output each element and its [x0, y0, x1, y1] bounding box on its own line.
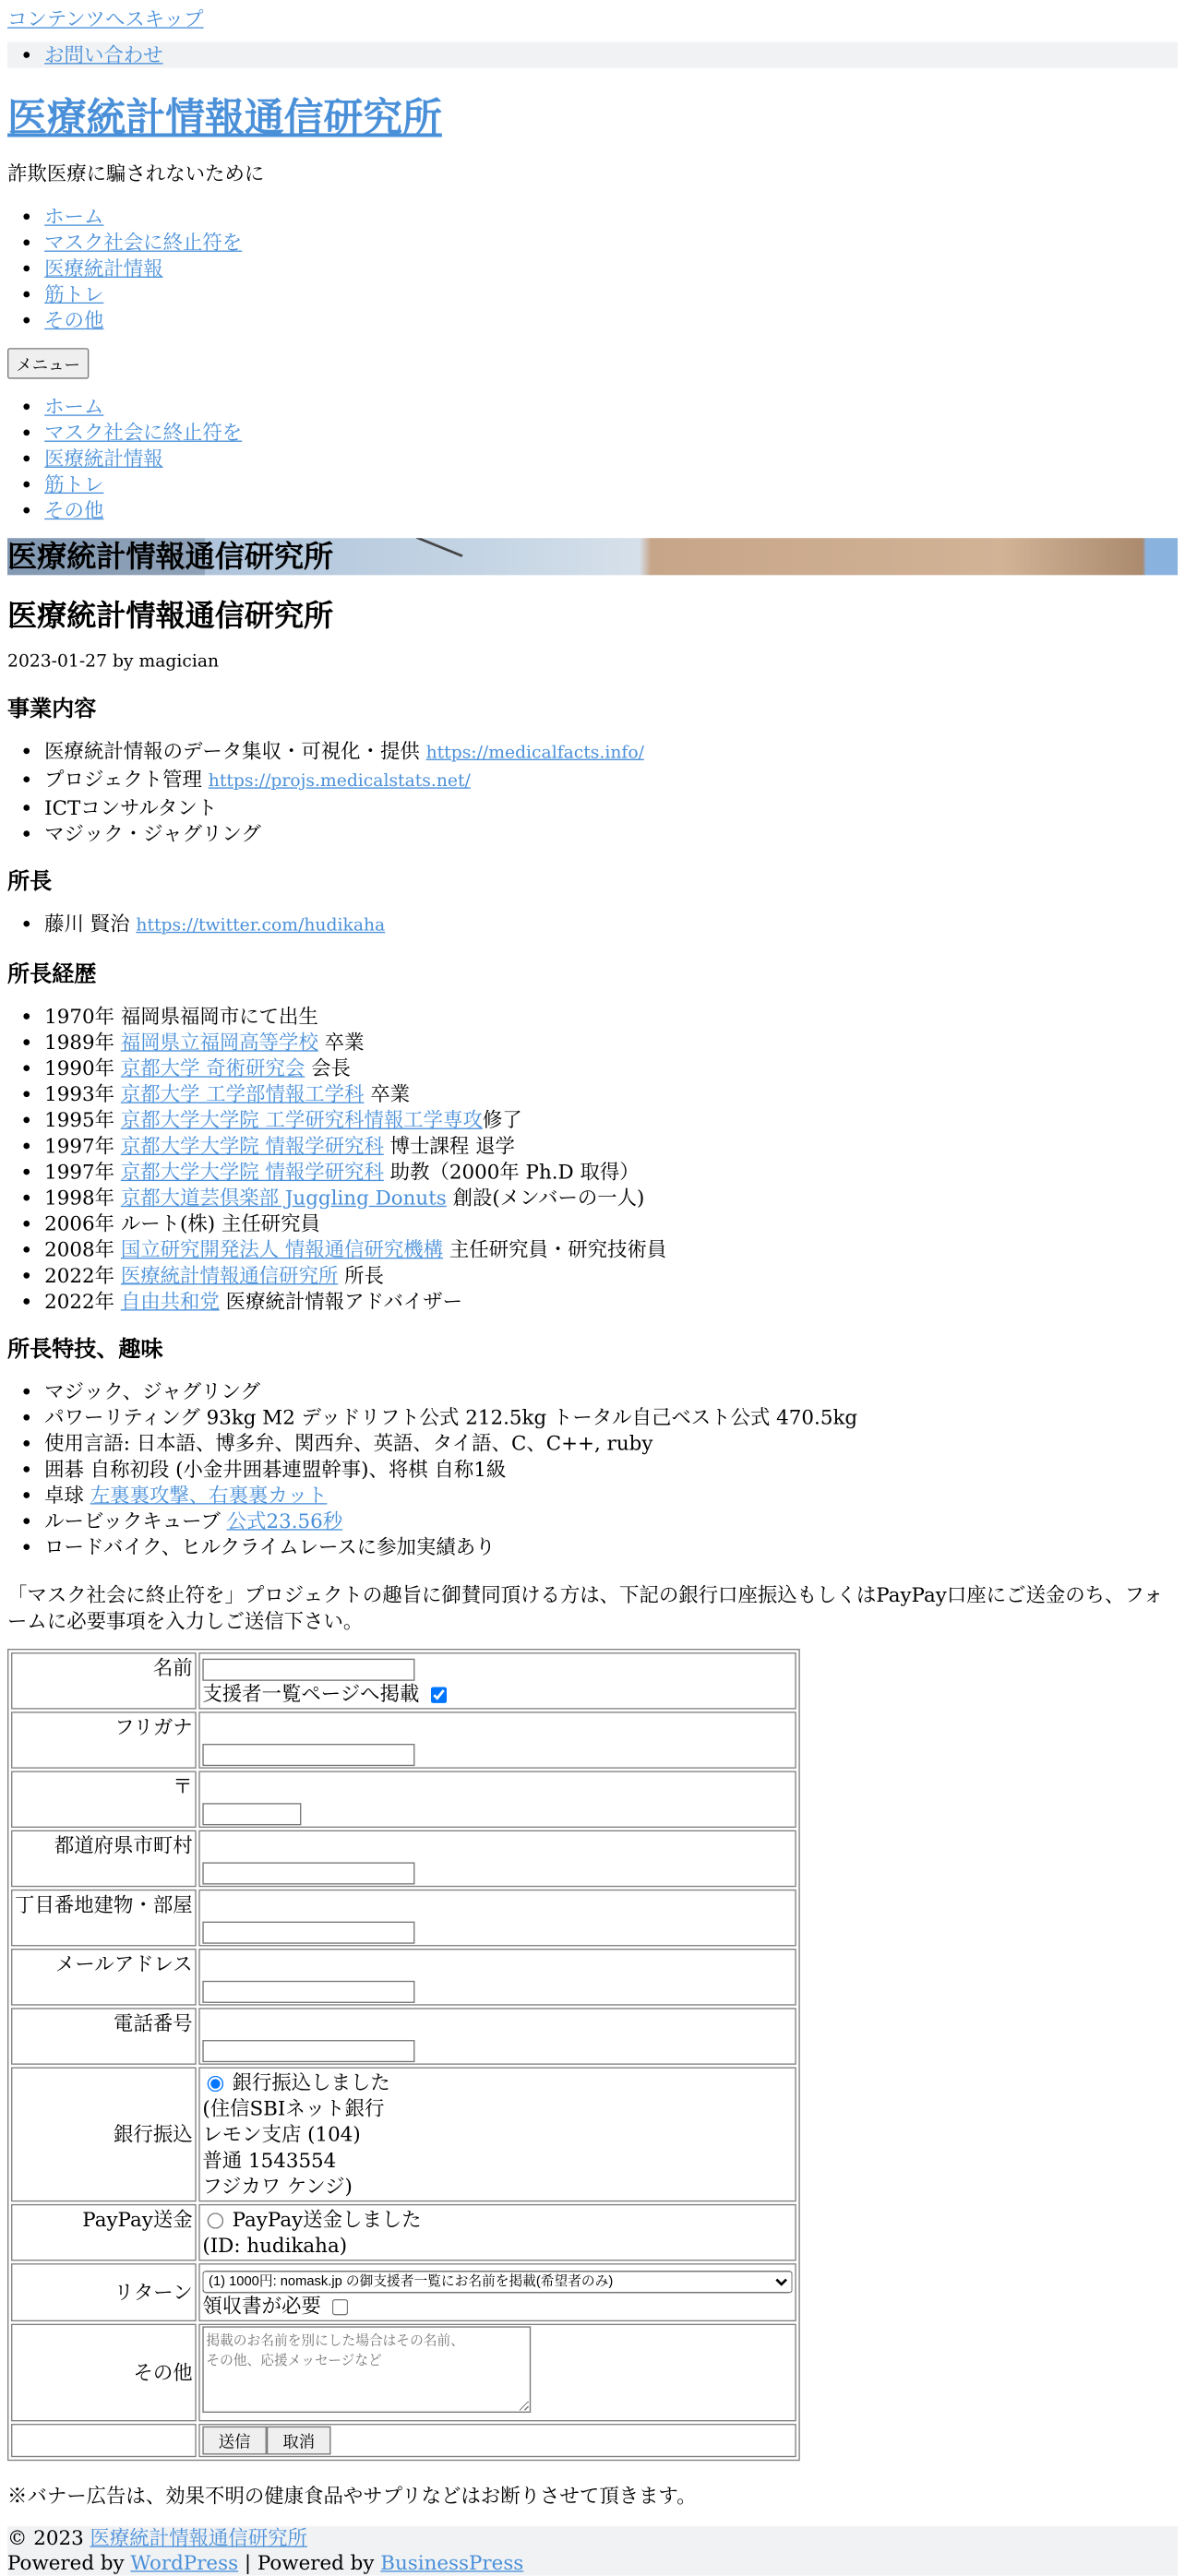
- submit-button[interactable]: 送信: [202, 2427, 267, 2455]
- header-image-title: 医療統計情報通信研究所: [7, 538, 334, 574]
- nav-item-other: [44, 307, 1178, 333]
- entry-title: 医療統計情報通信研究所: [7, 597, 334, 634]
- wordpress-link[interactable]: WordPress: [130, 2550, 239, 2575]
- zip-label: 〒: [11, 1771, 197, 1828]
- list-item-text: ロードバイク、ヒルクライムレースに参加実績あり: [44, 1534, 496, 1559]
- list-item: [44, 1236, 1178, 1262]
- list-item-text: 使用言語: 日本語、博多弁、関西弁、英語、タイ語、C、C++, ruby: [44, 1431, 653, 1456]
- mobile-nav-link-mask[interactable]: マスク社会に終止符を: [44, 421, 243, 445]
- publish-checkbox[interactable]: [431, 1687, 447, 1702]
- nav-link-medical[interactable]: 医療統計情報: [44, 256, 163, 280]
- businesspress-link[interactable]: BusinessPress: [380, 2550, 524, 2575]
- list-item: [44, 911, 1178, 939]
- list-item-text: マジック・ジャグリング: [44, 821, 261, 846]
- list-item: [44, 1185, 1178, 1210]
- bank-label: 銀行振込: [11, 2067, 197, 2201]
- mobile-nav-link-home[interactable]: ホーム: [44, 395, 104, 419]
- furigana-cell: [198, 1711, 796, 1769]
- mobile-nav: [7, 394, 1178, 523]
- top-menu-item-contact: [44, 42, 1178, 67]
- nav-link-home[interactable]: ホーム: [44, 205, 104, 229]
- entry-meta: 2023-01-27 by magician: [7, 651, 220, 672]
- list-item: [44, 1456, 1178, 1482]
- list-item-link[interactable]: 公式23.56秒: [226, 1509, 343, 1533]
- nav-link-training[interactable]: 筋トレ: [44, 282, 104, 306]
- footer: [7, 2526, 1178, 2576]
- menu-button[interactable]: メニュー: [7, 348, 89, 378]
- other-cell: [198, 2324, 796, 2422]
- form-row-zip: [11, 1771, 796, 1828]
- form-row-buttons: [11, 2424, 796, 2457]
- paypay-radio[interactable]: [208, 2212, 223, 2228]
- list-item-suffix: 修了: [482, 1108, 522, 1132]
- main-nav: [7, 204, 1178, 333]
- list-item-suffix: 会長: [305, 1055, 351, 1080]
- list-item: [44, 1081, 1178, 1107]
- list-item-text: 1993年: [44, 1082, 121, 1106]
- other-label: その他: [11, 2324, 197, 2422]
- list-item-suffix: 主任研究員・研究技術員: [443, 1237, 667, 1262]
- city-label: 都道府県市町村: [11, 1831, 197, 1888]
- return-label: リターン: [11, 2263, 197, 2321]
- list-item-suffix: 助教（2000年 Ph.D 取得）: [383, 1160, 640, 1184]
- site-title-link[interactable]: 医療統計情報通信研究所: [7, 93, 442, 141]
- name-cell: [198, 1652, 796, 1710]
- address-label: 丁目番地建物・部屋: [11, 1890, 197, 1947]
- paypay-id: (ID: hudikaha): [202, 2234, 348, 2258]
- list-item: [44, 1534, 1178, 1560]
- contact-link[interactable]: お問い合わせ: [44, 42, 163, 67]
- lead-text: 「マスク社会に終止符を」プロジェクトの趣旨に御賛同頂ける方は、下記の銀行口座振込もしくはPayPay口座にご送金のち、フォームに必要事項を入力しご送信下さい。: [7, 1583, 1164, 1633]
- bank-line: レモン支店 (104): [202, 2122, 361, 2147]
- director-heading: 所長: [7, 868, 53, 895]
- paypay-option-label: PayPay送金しました: [232, 2207, 422, 2232]
- banner-note: ※バナー広告は、効果不明の健康食品やサプリなどはお断りさせて頂きます。: [7, 2484, 697, 2509]
- form-row-return: [11, 2263, 796, 2321]
- list-item-link[interactable]: 国立研究開発法人 情報通信研究機構: [120, 1237, 444, 1262]
- entry-content: [0, 696, 1185, 2509]
- nav-link-mask[interactable]: マスク社会に終止符を: [44, 231, 243, 255]
- form-row-furigana: [11, 1711, 796, 1769]
- list-item-text: 1990年: [44, 1055, 121, 1080]
- form-row-other: [11, 2324, 796, 2422]
- name-input[interactable]: [202, 1658, 414, 1680]
- list-item-link[interactable]: 医療統計情報通信研究所: [120, 1263, 339, 1288]
- medicalfacts-link[interactable]: https://medicalfacts.info/: [425, 743, 644, 763]
- mobile-nav-item-medical: [44, 446, 1178, 471]
- furigana-input[interactable]: [202, 1743, 414, 1765]
- skip-link[interactable]: コンテンツへスキップ: [7, 7, 204, 31]
- list-item-text: ルービックキューブ: [44, 1509, 227, 1533]
- list-item-text: 2006年 ルート(株) 主任研究員: [44, 1211, 320, 1235]
- list-item-text: 2022年: [44, 1263, 121, 1288]
- list-item: [44, 1003, 1178, 1029]
- mobile-nav-item-home: [44, 394, 1178, 420]
- furigana-label: フリガナ: [11, 1711, 197, 1769]
- city-input[interactable]: [202, 1862, 414, 1884]
- list-item: [44, 1378, 1178, 1404]
- list-item-link[interactable]: 福岡県立福岡高等学校: [120, 1030, 318, 1055]
- list-item-text: プロジェクト管理: [44, 767, 209, 792]
- mobile-nav-item-mask: [44, 420, 1178, 446]
- projs-link[interactable]: https://projs.medicalstats.net/: [208, 771, 471, 792]
- list-item: [44, 738, 1178, 767]
- nav-item-medical: [44, 256, 1178, 281]
- publish-label: 支援者一覧ページへ掲載: [202, 1682, 420, 1706]
- list-item-text: 藤川 賢治: [44, 912, 137, 936]
- bank-line: (住信SBIネット銀行: [202, 2096, 385, 2120]
- mobile-nav-link-medical[interactable]: 医療統計情報: [44, 447, 163, 471]
- list-item-text: 1970年 福岡県福岡市にて出生: [44, 1004, 318, 1029]
- list-item-link[interactable]: 左裏裏攻撃、右裏裏カット: [90, 1483, 328, 1508]
- list-item: [44, 794, 1178, 820]
- list-item-text: 卓球: [44, 1483, 90, 1508]
- list-item-suffix: 医療統計情報アドバイザー: [219, 1289, 463, 1314]
- address-cell: [198, 1890, 796, 1947]
- director-list: [7, 911, 1178, 939]
- list-item-link[interactable]: 京都大学 工学部情報工学科: [120, 1082, 365, 1106]
- return-select[interactable]: [202, 2271, 792, 2293]
- list-item-text: 1997年: [44, 1160, 121, 1184]
- list-item-text: 1995年: [44, 1108, 121, 1132]
- list-item: [44, 1210, 1178, 1236]
- list-item: [44, 1030, 1178, 1055]
- list-item: [44, 1262, 1178, 1288]
- list-item-text: 医療統計情報のデータ集収・可視化・提供: [44, 739, 426, 763]
- business-heading: 事業内容: [7, 696, 97, 722]
- footer-separator: | Powered by: [238, 2550, 381, 2575]
- list-item: [44, 821, 1178, 847]
- name-label: 名前: [11, 1652, 197, 1710]
- list-item: [44, 1509, 1178, 1534]
- form-row-address: [11, 1890, 796, 1947]
- form-row-bank: [11, 2067, 796, 2201]
- top-bar: [7, 42, 1178, 67]
- form-row-email: [11, 1949, 796, 2006]
- list-item: [44, 1107, 1178, 1133]
- list-item-suffix: 創設(メンバーの一人): [446, 1186, 645, 1210]
- list-item-link[interactable]: 自由共和党: [120, 1289, 220, 1314]
- phone-cell: [198, 2008, 796, 2065]
- list-item-link[interactable]: 京都大学大学院 情報学研究科: [120, 1160, 384, 1184]
- email-cell: [198, 1949, 796, 2006]
- list-item-text: ICTコンサルタント: [44, 795, 218, 820]
- buttons-cell: [198, 2424, 796, 2457]
- list-item-text: 1997年: [44, 1134, 121, 1158]
- bank-line: フジカワ ケンジ): [202, 2174, 353, 2199]
- mobile-nav-item-other: [44, 497, 1178, 523]
- list-item-suffix: 博士課程 退学: [383, 1134, 515, 1158]
- hobbies-list: [7, 1378, 1178, 1560]
- career-heading: 所長経歴: [7, 960, 97, 988]
- business-list: [7, 738, 1178, 847]
- nav-item-training: [44, 281, 1178, 307]
- list-item-text: 2022年: [44, 1289, 121, 1314]
- zip-cell: [198, 1771, 796, 1828]
- list-item-link[interactable]: 京都大学 奇術研究会: [120, 1055, 305, 1080]
- top-menu: [7, 42, 1178, 67]
- list-item: [44, 767, 1178, 795]
- mobile-nav-link-other[interactable]: その他: [44, 498, 104, 522]
- nav-item-mask: [44, 230, 1178, 256]
- bank-option-label: 銀行振込しました: [232, 2070, 390, 2094]
- support-form: [7, 1649, 800, 2461]
- list-item-text: 2008年: [44, 1237, 121, 1262]
- bank-radio[interactable]: [208, 2076, 223, 2092]
- site-title: [7, 92, 1178, 142]
- cancel-button[interactable]: 取消: [267, 2427, 331, 2455]
- address-input[interactable]: [202, 1921, 414, 1943]
- list-item-link[interactable]: 京都大学大学院 工学研究科情報工学専攻: [120, 1108, 483, 1132]
- nav-item-home: [44, 204, 1178, 230]
- form-row-phone: [11, 2008, 796, 2065]
- form-row-name: [11, 1652, 796, 1710]
- header-image: [7, 538, 1178, 575]
- list-item-text: パワーリティング 93kg M2 デッドリフト公式 212.5kg トータル自己ベスト公式 470.5kg: [44, 1405, 858, 1429]
- list-item-link[interactable]: 京都大学大学院 情報学研究科: [120, 1134, 384, 1158]
- footer-copyright: © 2023: [7, 2526, 90, 2550]
- footer-site-link[interactable]: 医療統計情報通信研究所: [90, 2526, 307, 2550]
- form-row-paypay: [11, 2204, 796, 2261]
- list-item: [44, 1288, 1178, 1314]
- list-item-suffix: 卒業: [317, 1030, 365, 1055]
- buttons-spacer: [11, 2424, 197, 2457]
- receipt-label: 領収書が必要: [202, 2294, 321, 2319]
- list-item-link[interactable]: 京都大道芸倶楽部 Juggling Donuts: [120, 1186, 447, 1210]
- footer-powered-text: Powered by: [7, 2550, 131, 2575]
- hobbies-heading: 所長特技、趣味: [7, 1336, 163, 1363]
- bank-line: 普通 1543554: [202, 2148, 337, 2173]
- list-item-suffix: 卒業: [364, 1082, 411, 1106]
- paypay-cell: [198, 2204, 796, 2261]
- list-item: [44, 1482, 1178, 1508]
- site-tagline: 詐欺医療に騙されないために: [7, 161, 265, 185]
- receipt-checkbox[interactable]: [332, 2299, 348, 2315]
- form-row-city: [11, 1831, 796, 1888]
- other-textarea[interactable]: [202, 2326, 531, 2413]
- list-item: [44, 1133, 1178, 1159]
- list-item: [44, 1055, 1178, 1081]
- career-list: [7, 1003, 1178, 1314]
- zip-input[interactable]: [202, 1803, 301, 1825]
- list-item-text: 囲碁 自称初段 (小金井囲碁連盟幹事)、将棋 自称1級: [44, 1457, 507, 1482]
- list-item: [44, 1430, 1178, 1456]
- mobile-nav-link-training[interactable]: 筋トレ: [44, 472, 104, 496]
- paypay-label: PayPay送金: [11, 2204, 197, 2261]
- list-item-text: 1989年: [44, 1030, 121, 1055]
- return-cell: [198, 2263, 796, 2321]
- mobile-nav-item-training: [44, 471, 1178, 497]
- list-item: [44, 1404, 1178, 1430]
- email-label: メールアドレス: [11, 1949, 197, 2006]
- nav-link-other[interactable]: その他: [44, 308, 104, 332]
- header-image-detail: [416, 538, 463, 557]
- list-item-text: マジック、ジャグリング: [44, 1379, 260, 1403]
- list-item-text: 1998年: [44, 1186, 121, 1210]
- phone-label: 電話番号: [11, 2008, 197, 2065]
- city-cell: [198, 1831, 796, 1888]
- phone-input[interactable]: [202, 2039, 414, 2061]
- list-item-suffix: 所長: [338, 1263, 384, 1288]
- email-input[interactable]: [202, 1980, 414, 2002]
- list-item: [44, 1159, 1178, 1185]
- bank-cell: [198, 2067, 796, 2201]
- twitter-link[interactable]: https://twitter.com/hudikaha: [136, 915, 386, 936]
